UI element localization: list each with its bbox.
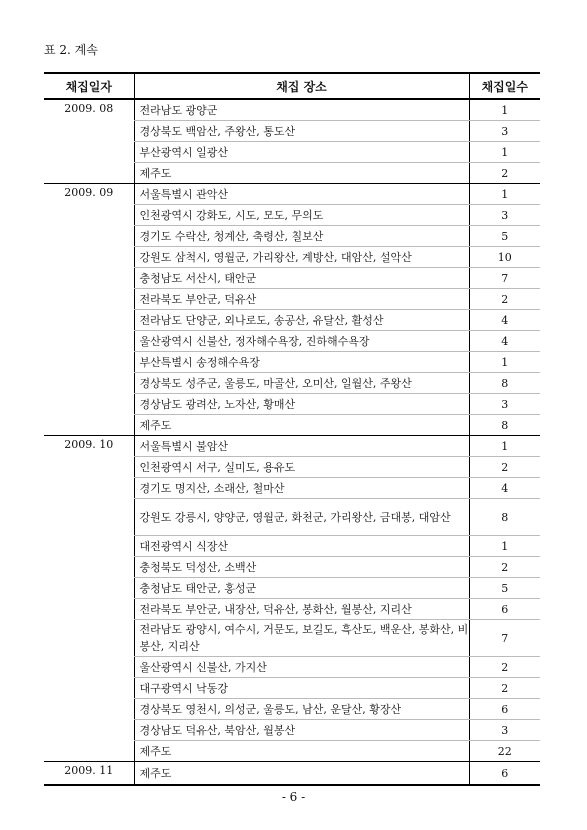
table-row <box>44 99 540 121</box>
days-cell: 10 <box>469 247 540 268</box>
days-cell: 1 <box>469 536 540 557</box>
days-cell: 3 <box>469 205 540 226</box>
days-cell: 8 <box>469 415 540 436</box>
header-days: 채집일수 <box>469 73 540 99</box>
days-cell: 2 <box>469 557 540 578</box>
location-cell: 제주도 <box>134 415 469 436</box>
location-cell: 강원도 강릉시, 양양군, 영월군, 화천군, 가리왕산, 금대봉, 대암산 <box>134 499 469 536</box>
location-cell: 제주도 <box>134 762 469 786</box>
location-cell: 강원도 삼척시, 영월군, 가리왕산, 계방산, 대암산, 설악산 <box>134 247 469 268</box>
table-row <box>44 184 540 205</box>
location-cell: 부산특별시 송정해수욕장 <box>134 352 469 373</box>
location-cell: 전라남도 광양시, 여수시, 거문도, 보길도, 흑산도, 백운산, 봉화산, 비봉산, 지리산 <box>134 620 469 657</box>
location-cell: 제주도 <box>134 163 469 184</box>
days-cell: 8 <box>469 373 540 394</box>
location-cell: 경기도 명지산, 소래산, 철마산 <box>134 478 469 499</box>
days-cell: 3 <box>469 720 540 741</box>
location-cell: 경상북도 성주군, 울릉도, 마골산, 오미산, 일월산, 주왕산 <box>134 373 469 394</box>
table-caption: 표 2. 계속 <box>44 43 98 57</box>
days-cell: 6 <box>469 699 540 720</box>
days-cell: 8 <box>469 499 540 536</box>
days-cell: 5 <box>469 226 540 247</box>
date-cell: 2009. 11 <box>44 762 134 786</box>
days-cell: 4 <box>469 478 540 499</box>
location-cell: 인천광역시 강화도, 시도, 모도, 무의도 <box>134 205 469 226</box>
days-cell: 3 <box>469 121 540 142</box>
location-cell: 경상남도 덕유산, 북암산, 월봉산 <box>134 720 469 741</box>
days-cell: 1 <box>469 142 540 163</box>
days-cell: 2 <box>469 163 540 184</box>
days-cell: 1 <box>469 99 540 121</box>
location-cell: 경기도 수락산, 청계산, 축령산, 칠보산 <box>134 226 469 247</box>
days-cell: 6 <box>469 599 540 620</box>
days-cell: 2 <box>469 657 540 678</box>
date-cell: 2009. 08 <box>44 99 134 184</box>
location-cell: 서울특별시 관악산 <box>134 184 469 205</box>
location-cell: 울산광역시 신불산, 정자해수욕장, 진하해수욕장 <box>134 331 469 352</box>
days-cell: 3 <box>469 394 540 415</box>
table-row <box>44 436 540 457</box>
location-cell: 대구광역시 낙동강 <box>134 678 469 699</box>
location-cell: 서울특별시 불암산 <box>134 436 469 457</box>
location-cell: 전라남도 단양군, 외나로도, 송공산, 유달산, 활성산 <box>134 310 469 331</box>
location-cell: 충청북도 덕성산, 소백산 <box>134 557 469 578</box>
location-cell: 제주도 <box>134 741 469 762</box>
days-cell: 7 <box>469 268 540 289</box>
location-cell: 경상북도 백암산, 주왕산, 통도산 <box>134 121 469 142</box>
location-cell: 전라북도 부안군, 내장산, 덕유산, 봉화산, 월봉산, 지리산 <box>134 599 469 620</box>
header-date: 채집일자 <box>44 73 134 99</box>
location-cell: 충청남도 태안군, 홍성군 <box>134 578 469 599</box>
days-cell: 1 <box>469 352 540 373</box>
location-cell: 충청남도 서산시, 태안군 <box>134 268 469 289</box>
location-cell: 전라남도 광양군 <box>134 99 469 121</box>
location-cell: 전라북도 부안군, 덕유산 <box>134 289 469 310</box>
date-cell: 2009. 09 <box>44 184 134 436</box>
days-cell: 7 <box>469 620 540 657</box>
days-cell: 22 <box>469 741 540 762</box>
days-cell: 5 <box>469 578 540 599</box>
date-cell: 2009. 10 <box>44 436 134 762</box>
location-cell: 울산광역시 신불산, 가지산 <box>134 657 469 678</box>
location-cell: 경상남도 광려산, 노자산, 황매산 <box>134 394 469 415</box>
collection-table <box>44 72 540 786</box>
location-cell: 대전광역시 식장산 <box>134 536 469 557</box>
days-cell: 1 <box>469 436 540 457</box>
days-cell: 6 <box>469 762 540 786</box>
days-cell: 2 <box>469 289 540 310</box>
days-cell: 4 <box>469 331 540 352</box>
header-location: 채집 장소 <box>134 73 469 99</box>
location-cell: 경상북도 영천시, 의성군, 울릉도, 남산, 운달산, 황장산 <box>134 699 469 720</box>
location-cell: 부산광역시 일광산 <box>134 142 469 163</box>
table-row <box>44 762 540 786</box>
days-cell: 1 <box>469 184 540 205</box>
page-number: - 6 - <box>281 790 306 804</box>
days-cell: 4 <box>469 310 540 331</box>
location-cell: 인천광역시 서구, 실미도, 용유도 <box>134 457 469 478</box>
table-header-row <box>44 73 540 99</box>
days-cell: 2 <box>469 457 540 478</box>
days-cell: 2 <box>469 678 540 699</box>
